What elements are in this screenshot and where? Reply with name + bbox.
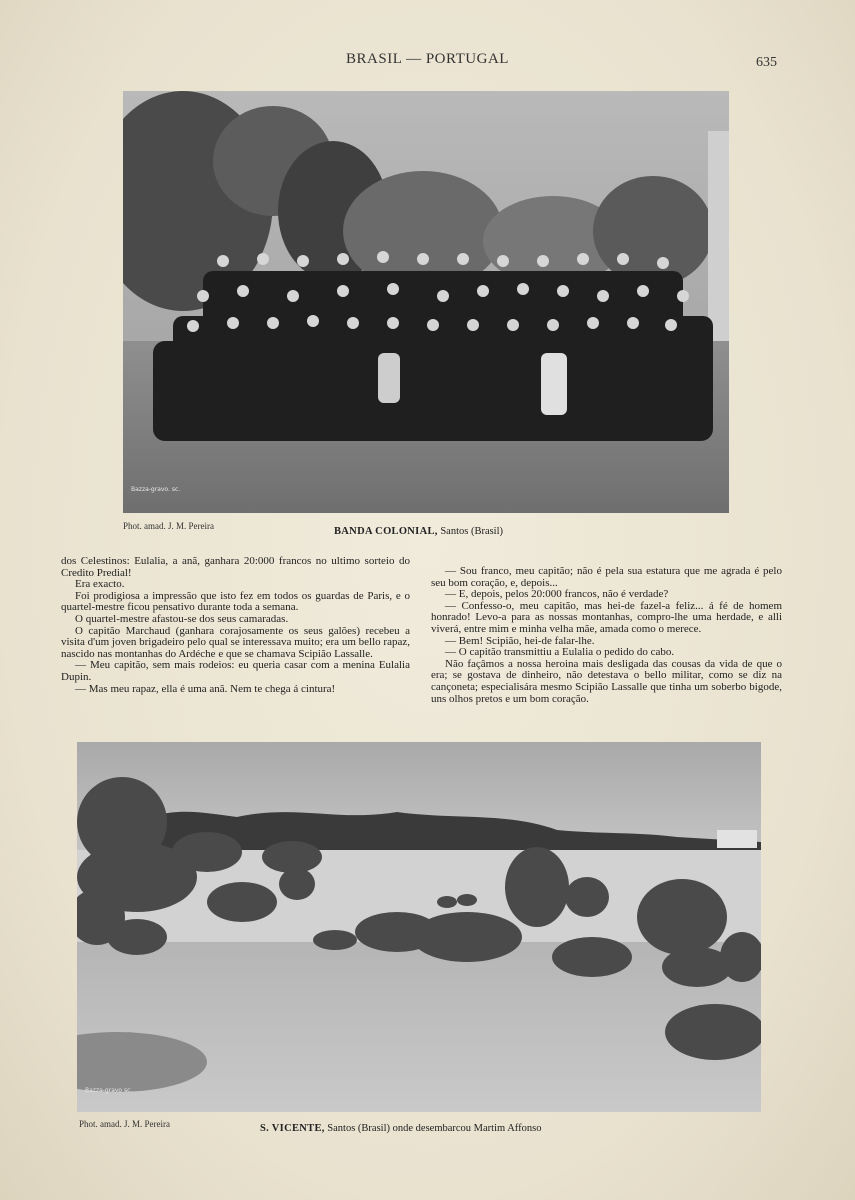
page-number: 635 [756,55,777,70]
bottom-photo-caption-bold: S. VICENTE, [260,1123,325,1134]
top-photo-credit: Phot. amad. J. M. Pereira [123,521,214,531]
article-right-column [431,566,782,705]
article-paragraph: — Mas meu rapaz, ella é uma anã. Nem te chega á cintura! [75,682,336,695]
article-paragraph: Foi prodigiosa a impressão que isto fez em todos os guardas de Paris, e o quartel-mestre ficou pensativo durante toda a semana. [61,589,410,614]
article-paragraph: — Confesso-o, meu capitão, mas hei-de fazel-a feliz... á fé de homem honrado! Levo-a para as nossas montanhas, compro-lhe uma herdade, e alli viverá, entre mim e minha velha mãe, amada como o merece. [431,599,782,635]
article-paragraph: — Meu capitão, sem mais rodeios: eu queria casar com a menina Eulalia Dupin. [61,659,410,683]
top-photo-caption-rest: Santos (Brasil) [437,526,504,537]
bottom-photo-caption-rest: Santos (Brasil) onde desembarcou Martim Affonso [324,1123,542,1134]
engraver-signature: Bazza-gravo. sc. [131,486,181,493]
bottom-photo-credit: Phot. amad. J. M. Pereira [79,1119,170,1129]
top-photo-caption [334,526,503,537]
bottom-photo-caption [260,1123,541,1134]
article-paragraph: O capitão Marchaud (ganhara corajosamente os seus galões) recebeu a visita d'um joven brigadeiro pelo qual se interessava muito; era um bello rapaz, nascido nas montanhas do Ardéche e que se chamava Scipião Lassalle. [61,624,410,660]
article-paragraph: Não façâmos a nossa heroina mais desligada das cousas da vida de que o era; se gostava de dinheiro, não detestava o bello militar, como se diz na cançoneta; especialisára mesmo Scipião Lassalle que tinha um soberbo bigode, uns olhos pretos e um bom coração. [431,657,782,705]
article-paragraph: — O capitão transmittiu a Eulalia o pedido do cabo. [445,646,675,659]
article-paragraph: O quartel-mestre afastou-se dos seus camaradas. [75,612,289,625]
article-paragraph: — Sou franco, meu capitão; não é pela sua estatura que me agrada é pelo seu bom coração, e, depois... [431,565,782,589]
beach-rocks-photograph [77,742,761,1112]
article-paragraph: — Bem! Scipião, hei-de falar-lhe. [445,634,595,647]
article-paragraph: dos Celestinos: Eulalia, a anã, ganhara 20:000 francos no ultimo sorteio do Credito Predial! [61,555,410,579]
engraver-signature: Bazza-gravo sc. [85,1087,133,1094]
band-group-photograph [123,91,729,513]
top-photo-caption-bold: BANDA COLONIAL, [334,526,438,537]
running-header-title: BRASIL — PORTUGAL [346,51,509,67]
article-paragraph: Era exacto. [75,578,125,591]
article-paragraph: — E, depois, pelos 20:000 francos, não é verdade? [445,588,669,601]
article-left-column [61,556,410,695]
